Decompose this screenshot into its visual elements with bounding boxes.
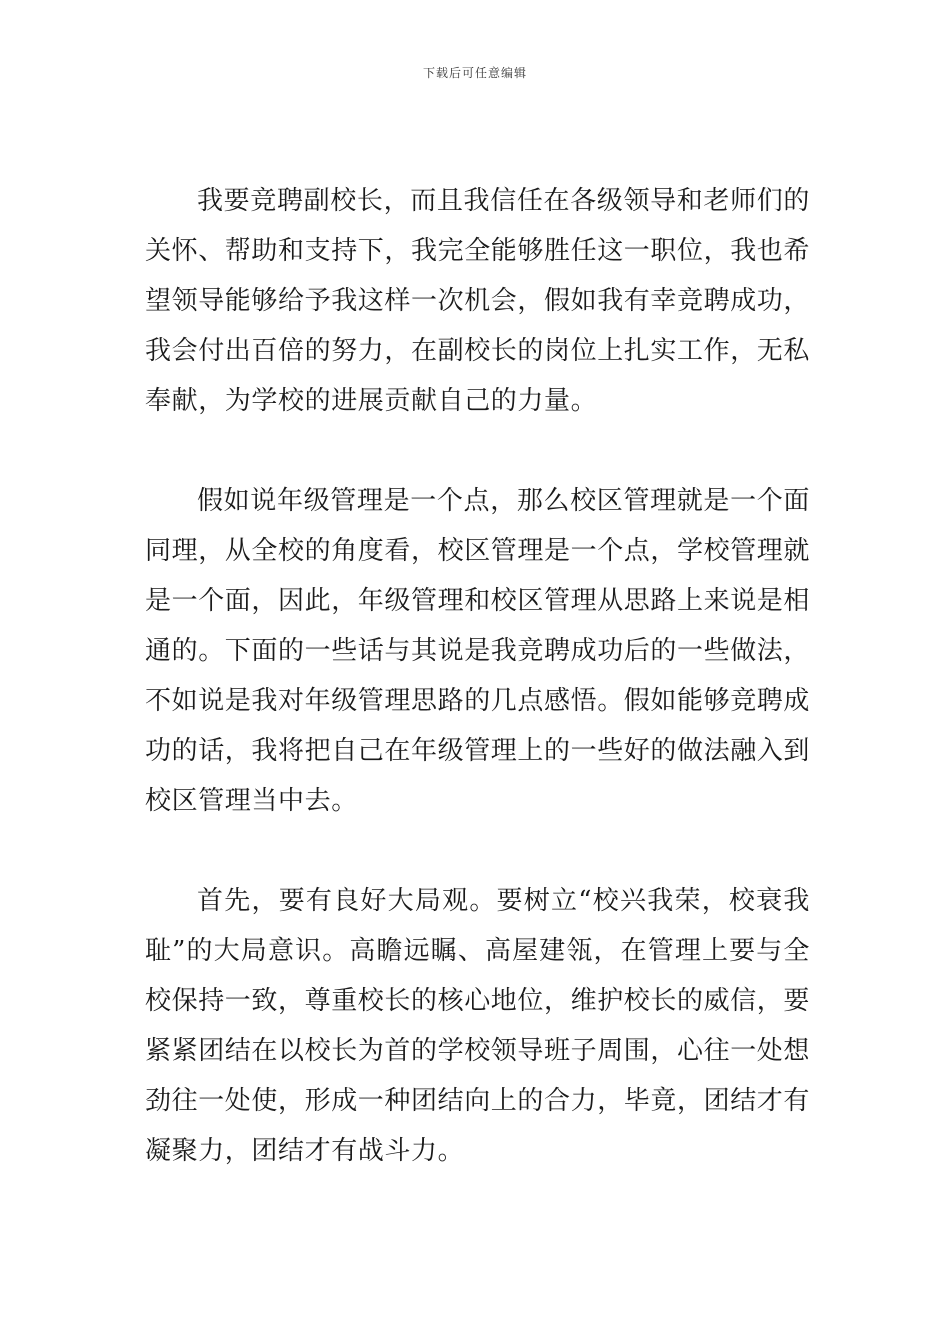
paragraph-line: 奉献，为学校的进展贡献自己的力量。 [145, 386, 598, 416]
paragraph-line: 同理，从全校的角度看，校区管理是一个点，学校管理就 [145, 536, 811, 566]
header-note: 下载后可任意编辑 [422, 66, 527, 80]
paragraph-line: 我要竞聘副校长，而且我信任在各级领导和老师们的 [197, 186, 810, 216]
paragraph-line: 紧紧团结在以校长为首的学校领导班子周围，心往一处想 [145, 1036, 811, 1066]
paragraph-line: 校保持一致，尊重校长的核心地位，维护校长的威信，要 [145, 986, 811, 1016]
paragraph-line: 望领导能够给予我这样一次机会，假如我有幸竞聘成功， [145, 286, 811, 316]
paragraph-line: 劲往一处使，形成一种团结向上的合力，毕竟，团结才有 [145, 1086, 811, 1116]
paragraph-line: 功的话，我将把自己在年级管理上的一些好的做法融入到 [145, 736, 811, 766]
paragraph-line: 是一个面，因此，年级管理和校区管理从思路上来说是相 [145, 586, 811, 616]
paragraph-line: 耻”的大局意识。高瞻远瞩、高屋建瓴，在管理上要与全 [145, 936, 810, 966]
paragraph-line: 通的。下面的一些话与其说是我竞聘成功后的一些做法， [145, 636, 811, 666]
paragraph-line: 校区管理当中去。 [145, 786, 358, 816]
paragraph-line: 我会付出百倍的努力，在副校长的岗位上扎实工作，无私 [145, 336, 811, 366]
document-body [145, 176, 810, 1226]
paragraph-line: 关怀、帮助和支持下，我完全能够胜任这一职位，我也希 [145, 236, 811, 266]
paragraph-3 [145, 876, 810, 1176]
paragraph-line: 不如说是我对年级管理思路的几点感悟。假如能够竞聘成 [145, 686, 811, 716]
paragraph-line: 凝聚力，团结才有战斗力。 [145, 1136, 465, 1166]
paragraph-line: 假如说年级管理是一个点，那么校区管理就是一个面 [197, 486, 810, 516]
paragraph-2 [145, 476, 810, 826]
paragraph-1 [145, 176, 810, 426]
paragraph-line: 首先，要有良好大局观。要树立“校兴我荣，校衰我 [197, 886, 810, 916]
